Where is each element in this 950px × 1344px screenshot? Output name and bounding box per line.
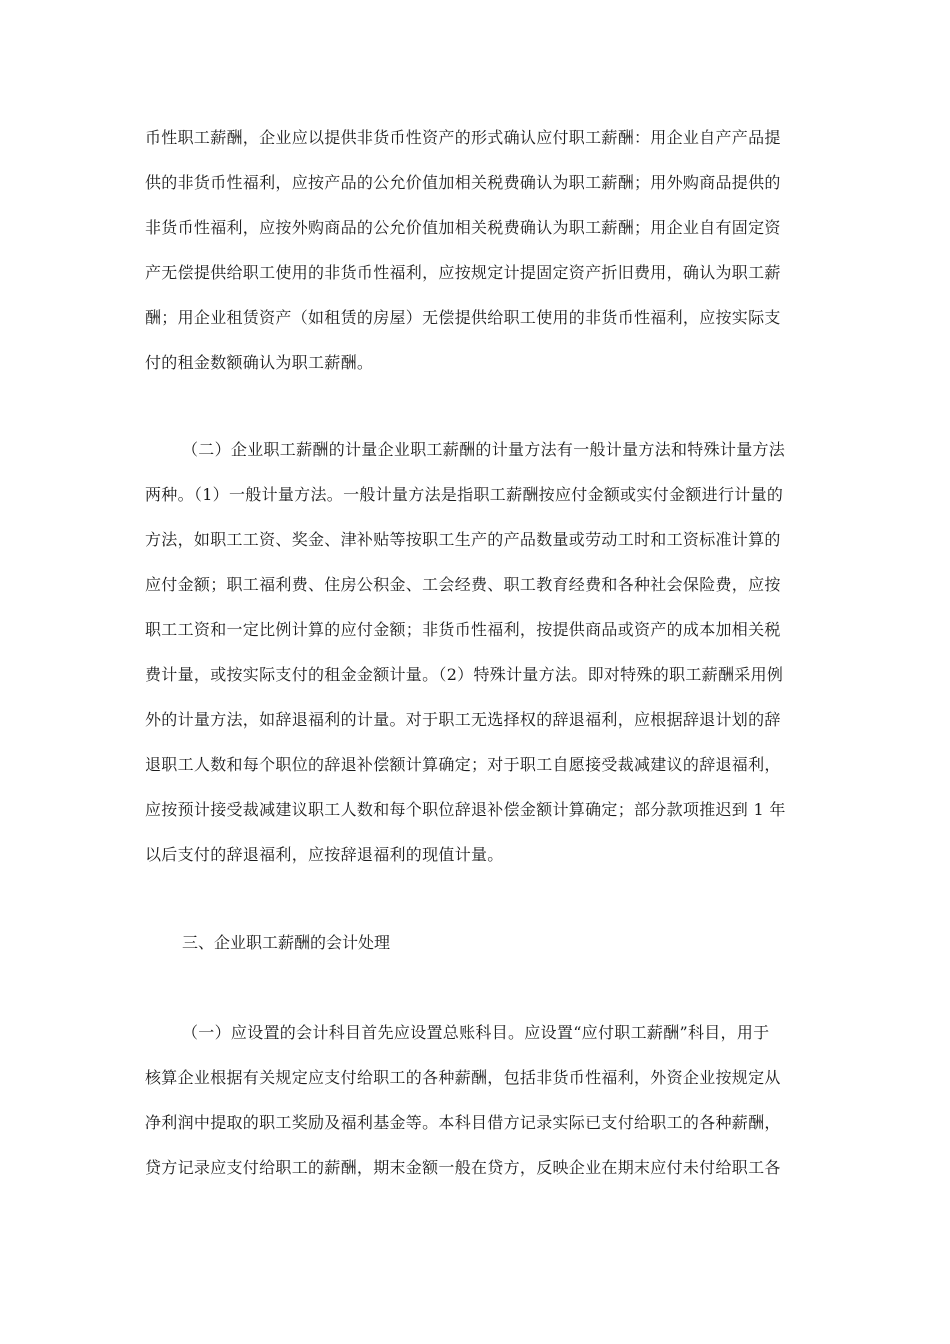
paragraph-line: 应按预计接受裁减建议职工人数和每个职位辞退补偿金额计算确定；部分款项推迟到 1 年 (145, 800, 786, 819)
section-heading-block (145, 920, 807, 965)
paragraph-line: 非货币性福利，应按外购商品的公允价值加相关税费确认为职工薪酬；用企业自有固定资 (145, 218, 781, 237)
paragraph-line: 核算企业根据有关规定应支付给职工的各种薪酬，包括非货币性福利，外资企业按规定从 (145, 1068, 781, 1087)
paragraph-line: 供的非货币性福利，应按产品的公允价值加相关税费确认为职工薪酬；用外购商品提供的 (145, 173, 781, 192)
paragraph-line: 应付金额；职工福利费、住房公积金、工会经费、职工教育经费和各种社会保险费，应按 (145, 575, 781, 594)
paragraph-line: 退职工人数和每个职位的辞退补偿额计算确定；对于职工自愿接受裁减建议的辞退福利， (145, 755, 781, 774)
paragraph-accounting-subjects (145, 1010, 807, 1190)
paragraph-line: 两种。（1）一般计量方法。一般计量方法是指职工薪酬按应付金额或实付金额进行计量的 (145, 485, 784, 504)
paragraph-line: 费计量，或按实际支付的租金金额计量。（2）特殊计量方法。即对特殊的职工薪酬采用例 (145, 665, 784, 684)
paragraph-line: （二）企业职工薪酬的计量企业职工薪酬的计量方法有一般计量方法和特殊计量方法 (182, 440, 786, 459)
paragraph-line: 贷方记录应支付给职工的薪酬，期末金额一般在贷方，反映企业在期末应付未付给职工各 (145, 1158, 781, 1177)
section-heading: 三、企业职工薪酬的会计处理 (182, 933, 391, 952)
paragraph-line: 产无偿提供给职工使用的非货币性福利，应按规定计提固定资产折旧费用，确认为职工薪 (145, 263, 781, 282)
paragraph-non-monetary-benefits (145, 115, 807, 385)
paragraph-line: 净利润中提取的职工奖励及福利基金等。本科目借方记录实际已支付给职工的各种薪酬， (145, 1113, 781, 1132)
paragraph-line: 以后支付的辞退福利，应按辞退福利的现值计量。 (145, 845, 504, 864)
paragraph-line: 币性职工薪酬，企业应以提供非货币性资产的形式确认应付职工薪酬：用企业自产产品提 (145, 128, 781, 147)
paragraph-line: 酬；用企业租赁资产（如租赁的房屋）无偿提供给职工使用的非货币性福利，应按实际支 (145, 308, 781, 327)
paragraph-line: 方法，如职工工资、奖金、津补贴等按职工生产的产品数量或劳动工时和工资标准计算的 (145, 530, 781, 549)
paragraph-line: 外的计量方法，如辞退福利的计量。对于职工无选择权的辞退福利，应根据辞退计划的辞 (145, 710, 781, 729)
paragraph-measurement (145, 427, 807, 877)
paragraph-line: 职工工资和一定比例计算的应付金额；非货币性福利，按提供商品或资产的成本加相关税 (145, 620, 781, 639)
paragraph-line: （一）应设置的会计科目首先应设置总账科目。应设置“应付职工薪酬”科目，用于 (182, 1023, 770, 1042)
paragraph-line: 付的租金数额确认为职工薪酬。 (145, 353, 374, 372)
